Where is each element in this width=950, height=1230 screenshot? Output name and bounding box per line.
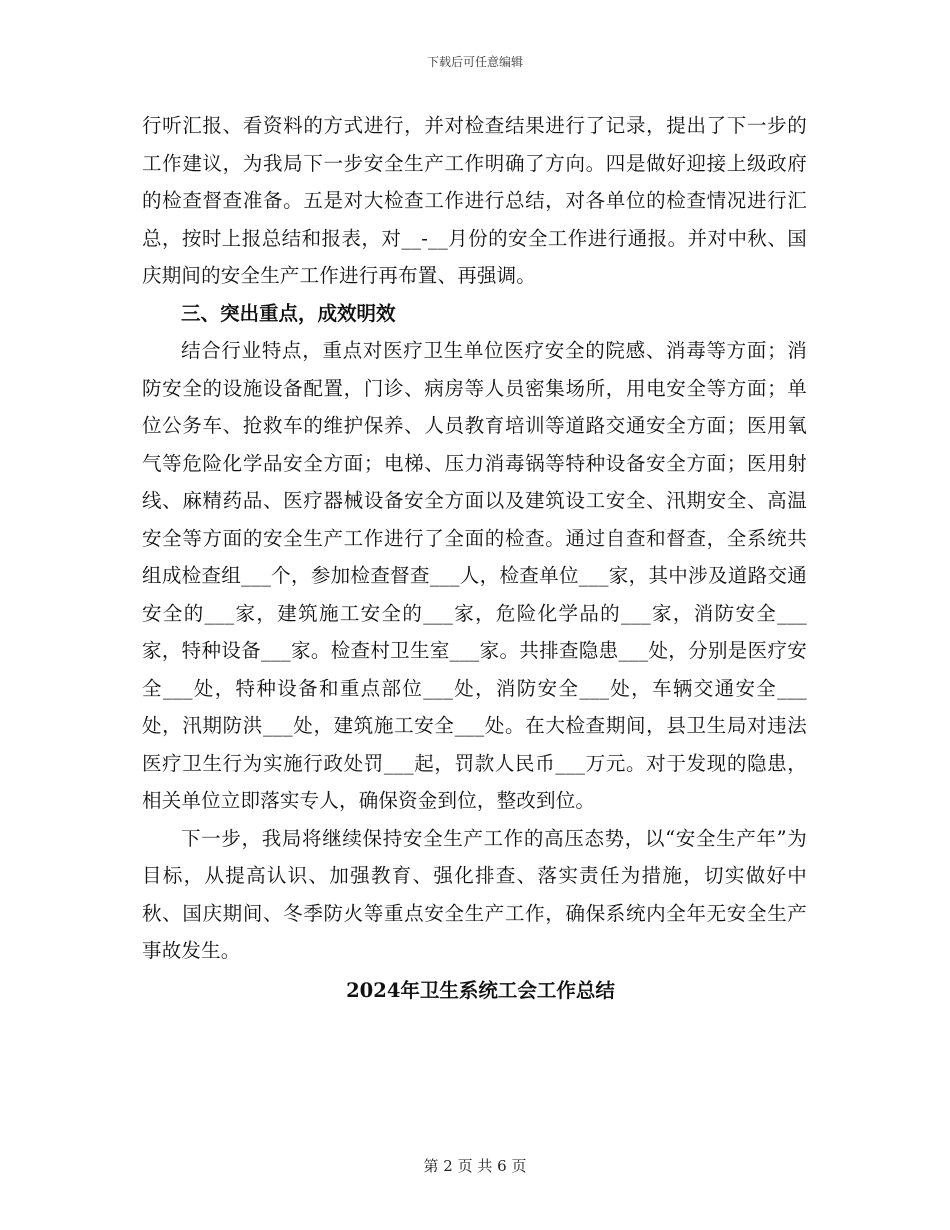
next-step-paragraph: 下一步，我局将继续保持安全生产工作的高压态势，以“安全生产年”为目标，从提高认识、加强教育、强化排查、落实责任为措施，切实做好中秋、国庆期间、冬季防火等重点安全生产工作，确保系统内全年无安全生产事故发生。: [142, 826, 807, 962]
page-header: 下载后可任意编辑: [426, 55, 523, 69]
section-paragraph: 结合行业特点，重点对医疗卫生单位医疗安全的院感、消毒等方面；消防安全的设施设备配置，门诊、病房等人员密集场所，用电安全等方面；单位公务车、抢救车的维护保养、人员教育培训等道路交通安全方面；医用氧气等危险化学品安全方面；电梯、压力消毒锅等特种设备安全方面；医用射线、麻精药品、医疗器械设备安全方面以及建筑设工安全、汛期安全、高温安全等方面的安全生产工作进行了全面的检查。通过自查和督查，全系统共组成检查组___个，参加检查督查___人，检查单位___家，其中涉及道路交通安全的___家，建筑施工安全的___家，危险化学品的___家，消防安全___家，特种设备___家。检查村卫生室___家。共排查隐患___处，分别是医疗安全___处，特种设备和重点部位___处，消防安全___处，车辆交通安全___处，汛期防洪___处，建筑施工安全___处。在大检查期间，县卫生局对违法医疗卫生行为实施行政处罚___起，罚款人民币___万元。对于发现的隐患，相关单位立即落实专人，确保资金到位，整改到位。: [142, 339, 807, 812]
continued-paragraph: 行听汇报、看资料的方式进行，并对检查结果进行了记录，提出了下一步的工作建议，为我局下一步安全生产工作明确了方向。四是做好迎接上级政府的检查督查准备。五是对大检查工作进行总结，对各单位的检查情况进行汇总，按时上报总结和报表，对__-__月份的安全工作进行通报。并对中秋、国庆期间的安全生产工作进行再布置、再强调。: [142, 114, 807, 287]
page-number: 第 2 页 共 6 页: [423, 1157, 527, 1175]
document-title: 2024年卫生系统工会工作总结: [346, 978, 615, 1002]
document-body: [142, 107, 807, 1009]
section-heading: 三、突出重点，成效明效: [181, 301, 396, 325]
